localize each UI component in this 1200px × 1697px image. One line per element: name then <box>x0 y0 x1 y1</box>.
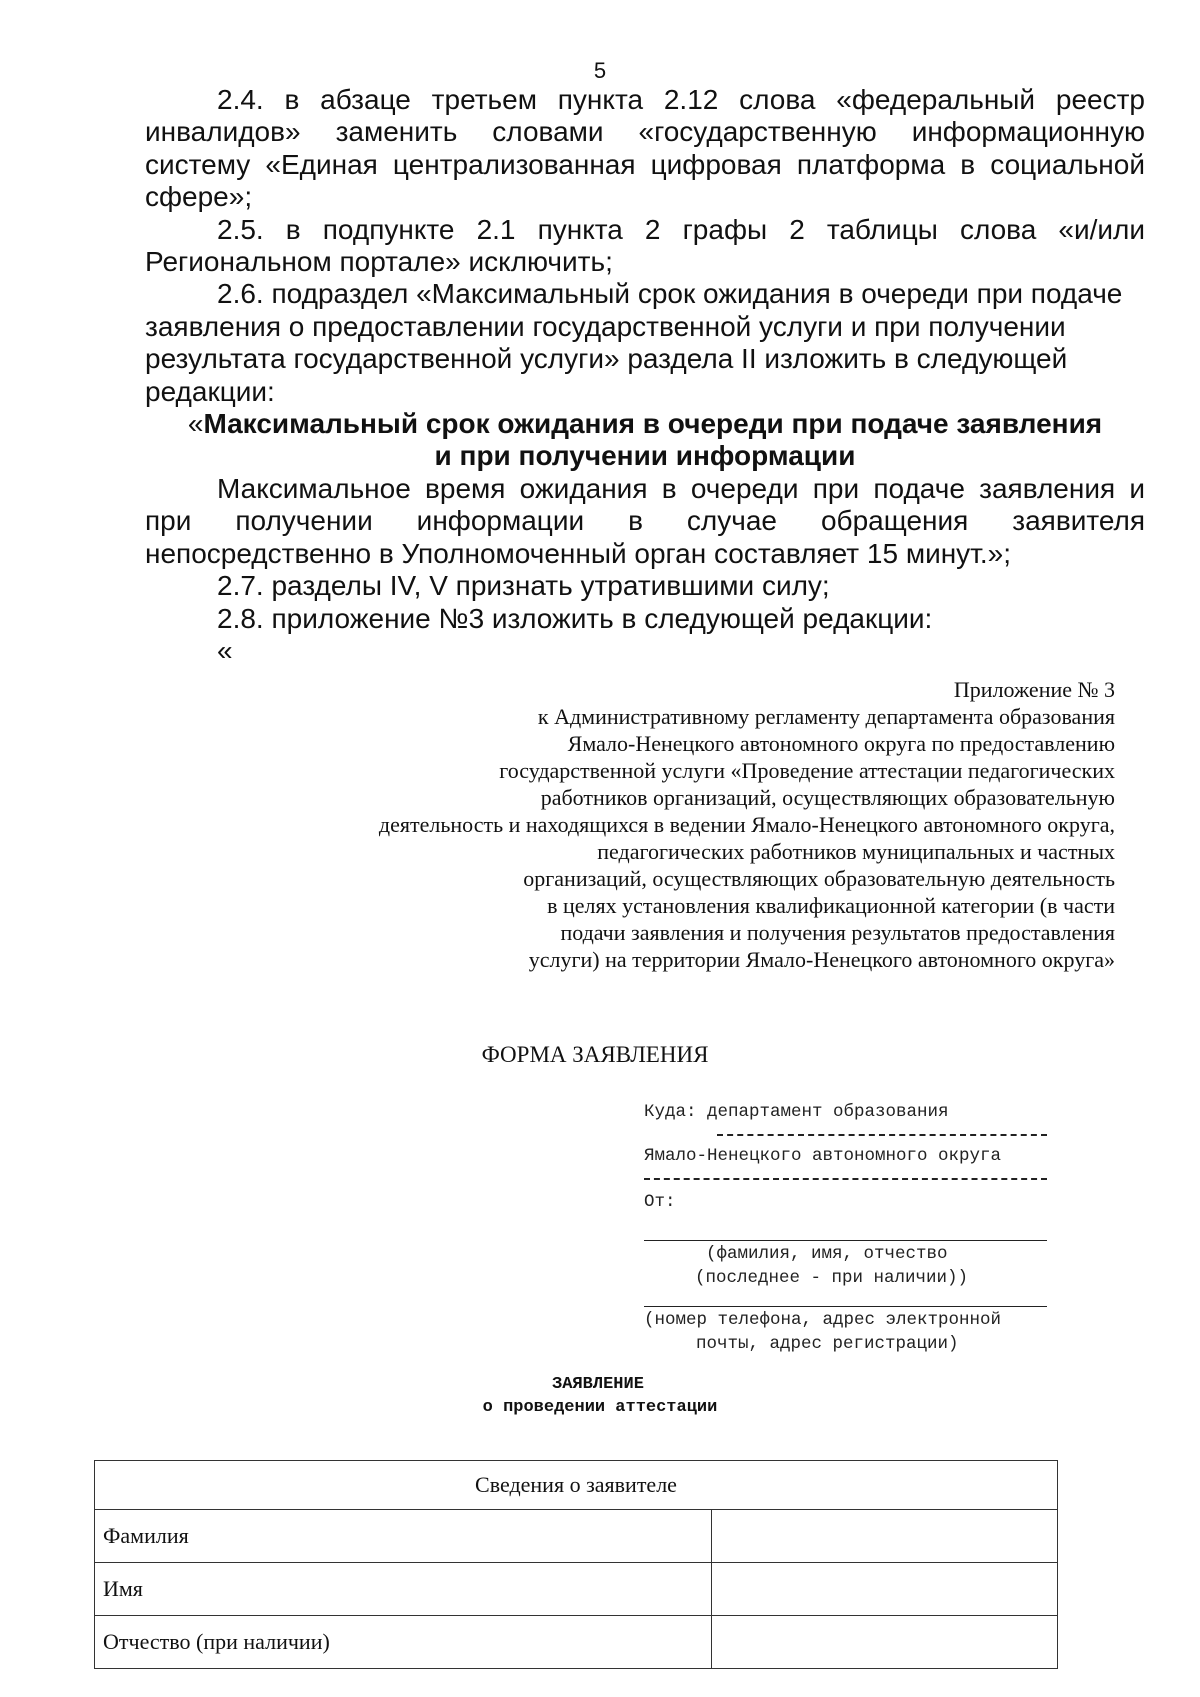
row-value-patronymic[interactable] <box>712 1616 1058 1669</box>
appendix-line: работников организаций, осуществляющих образовательную <box>540 785 1115 810</box>
open-quote: « <box>217 634 233 666</box>
amendment-text <box>145 84 1145 667</box>
table-row <box>95 1510 1058 1563</box>
page-number: 5 <box>593 58 607 83</box>
to-label: Куда: департамент образования <box>644 1102 949 1122</box>
heading-line-1: Максимальный срок ожидания в очереди при подаче заявления <box>203 408 1103 440</box>
statement-subtitle: о проведении аттестации <box>482 1398 718 1417</box>
row-value-surname[interactable] <box>712 1510 1058 1563</box>
form-title: ФОРМА ЗАЯВЛЕНИЯ <box>481 1042 709 1067</box>
applicant-info-table <box>94 1460 1058 1669</box>
from-label: От: <box>644 1192 676 1212</box>
appendix-line: государственной услуги «Проведение аттестации педагогических <box>499 758 1115 783</box>
paragraph-2-7: 2.7. разделы IV, V признать утратившими силу; <box>217 570 830 602</box>
paragraph-body: Максимальное время ожидания в очереди при подаче заявления и при получении информации в случае обращения заявителя непосредственно в Уполномоченный орган составляет 15 минут.»; <box>145 472 1145 569</box>
name-hint-1: (фамилия, имя, отчество <box>706 1244 948 1264</box>
appendix-line: Ямало-Ненецкого автономного округа по предоставлению <box>567 731 1115 756</box>
section-heading <box>145 408 1145 473</box>
appendix-line: педагогических работников муниципальных и частных <box>597 839 1115 864</box>
contact-line[interactable] <box>644 1306 1047 1307</box>
appendix-line: к Административному регламенту департамента образования <box>537 704 1115 729</box>
table-row <box>95 1616 1058 1669</box>
heading-line-2: и при получении информации <box>434 440 856 472</box>
paragraph-2-4: 2.4. в абзаце третьем пункта 2.12 слова «федеральный реестр инвалидов» заменить словами «государственную информационную систему «Единая централизованная цифровая платформа в социальной сфере»; <box>145 84 1145 213</box>
name-line[interactable] <box>644 1240 1047 1241</box>
statement-title: ЗАЯВЛЕНИЕ <box>552 1375 644 1394</box>
appendix-line: организаций, осуществляющих образовательную деятельность <box>523 866 1115 891</box>
appendix-line: деятельность и находящихся в ведении Ямало-Ненецкого автономного округа, <box>378 812 1115 837</box>
appendix-line: подачи заявления и получения результатов предоставления <box>560 920 1115 945</box>
paragraph-2-5: 2.5. в подпункте 2.1 пункта 2 графы 2 таблицы слова «и/или Региональном портале» исключить; <box>145 213 1145 278</box>
to-dashed-line-2 <box>644 1178 1047 1180</box>
appendix-line: услуги) на территории Ямало-Ненецкого автономного округа» <box>528 947 1115 972</box>
table-row <box>95 1563 1058 1616</box>
row-label-name: Имя <box>95 1563 712 1616</box>
contact-hint-2: почты, адрес регистрации) <box>696 1334 959 1354</box>
appendix-line: в целях установления квалификационной категории (в части <box>547 893 1115 918</box>
appendix-line: Приложение № 3 <box>953 677 1115 702</box>
appendix-caption <box>215 676 1115 973</box>
row-value-name[interactable] <box>712 1563 1058 1616</box>
name-hint-2: (последнее - при наличии)) <box>695 1268 969 1288</box>
heading-open-quote: « <box>187 408 204 440</box>
row-label-surname: Фамилия <box>95 1510 712 1563</box>
to-line-2: Ямало-Ненецкого автономного округа <box>644 1146 1002 1166</box>
to-dashed-line <box>717 1134 1047 1136</box>
paragraph-2-6: 2.6. подраздел «Максимальный срок ожидания в очереди при подаче заявления о предоставлении государственной услуги и при получении результата государственной услуги» раздела II изложить в следующей редакции: <box>145 278 1123 407</box>
table-header: Сведения о заявителе <box>95 1461 1058 1510</box>
paragraph-2-8: 2.8. приложение №3 изложить в следующей редакции: <box>217 602 933 634</box>
contact-hint-1: (номер телефона, адрес электронной <box>644 1310 1002 1330</box>
table-header-row <box>95 1461 1058 1510</box>
row-label-patronymic: Отчество (при наличии) <box>95 1616 712 1669</box>
